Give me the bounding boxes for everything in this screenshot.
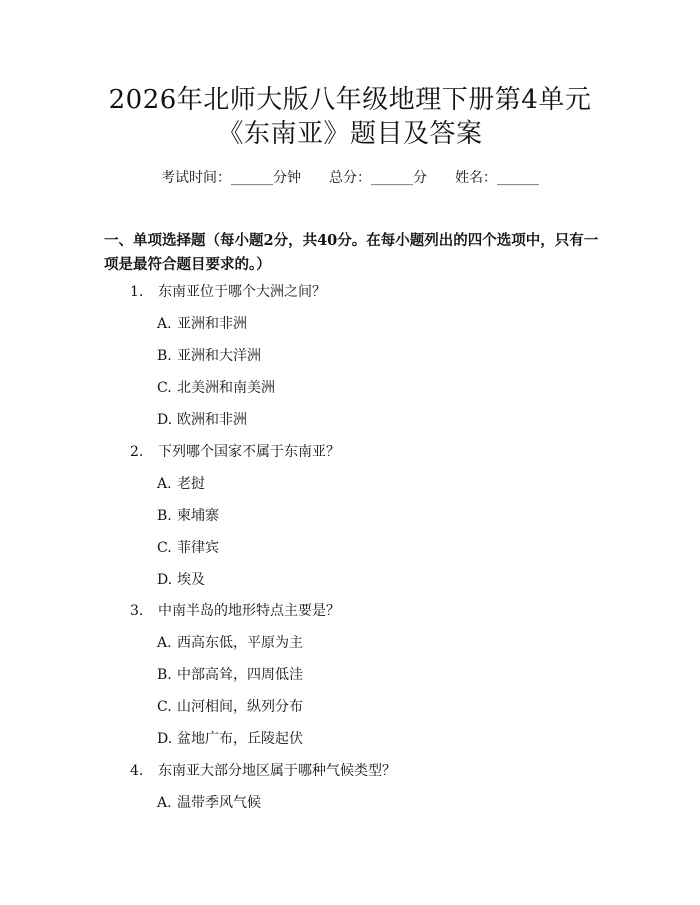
option-letter: C. bbox=[157, 540, 172, 556]
option-letter: A. bbox=[157, 635, 172, 651]
option-4-a bbox=[157, 793, 261, 813]
question-text: 东南亚位于哪个大洲之间？ bbox=[158, 284, 326, 300]
option-text: 盆地广布，丘陵起伏 bbox=[177, 731, 303, 747]
name-blank: ______ bbox=[497, 170, 539, 186]
option-letter: B. bbox=[157, 667, 172, 683]
option-2-b bbox=[157, 506, 219, 526]
option-1-b bbox=[157, 346, 261, 366]
option-letter: B. bbox=[157, 508, 172, 524]
option-letter: C. bbox=[157, 380, 172, 396]
option-text: 欧洲和非洲 bbox=[177, 412, 247, 428]
section-heading: 一、单项选择题（每小题2分，共40分。在每小题列出的四个选项中，只有一项是最符合题目要求的。） bbox=[104, 232, 599, 273]
question-number: 3. bbox=[130, 603, 144, 619]
question-text: 中南半岛的地形特点主要是？ bbox=[158, 603, 340, 619]
option-letter: B. bbox=[157, 348, 172, 364]
exam-info-line bbox=[0, 168, 700, 188]
option-text: 中部高耸，四周低洼 bbox=[177, 667, 303, 683]
option-text: 亚洲和大洋洲 bbox=[177, 348, 261, 364]
question-1 bbox=[130, 282, 326, 302]
option-2-a bbox=[157, 474, 205, 494]
question-number: 1. bbox=[130, 284, 144, 300]
option-letter: D. bbox=[157, 731, 173, 747]
question-4 bbox=[130, 761, 396, 781]
option-3-d bbox=[157, 729, 303, 749]
question-2 bbox=[130, 442, 340, 462]
option-letter: A. bbox=[157, 316, 172, 332]
option-3-c bbox=[157, 697, 303, 717]
option-letter: C. bbox=[157, 699, 172, 715]
option-letter: D. bbox=[157, 572, 173, 588]
option-text: 北美洲和南美洲 bbox=[177, 380, 275, 396]
total-score-label: 总分： bbox=[329, 170, 371, 186]
option-1-d bbox=[157, 410, 247, 430]
option-text: 山河相间，纵列分布 bbox=[177, 699, 303, 715]
option-text: 老挝 bbox=[177, 476, 205, 492]
option-3-b bbox=[157, 665, 303, 685]
question-text: 下列哪个国家不属于东南亚？ bbox=[158, 444, 340, 460]
option-text: 亚洲和非洲 bbox=[177, 316, 247, 332]
option-1-a bbox=[157, 314, 247, 334]
option-3-a bbox=[157, 633, 303, 653]
question-number: 2. bbox=[130, 444, 144, 460]
question-number: 4. bbox=[130, 763, 144, 779]
option-2-c bbox=[157, 538, 219, 558]
option-text: 西高东低，平原为主 bbox=[177, 635, 303, 651]
question-3 bbox=[130, 601, 340, 621]
option-text: 柬埔寨 bbox=[177, 508, 219, 524]
option-letter: D. bbox=[157, 412, 173, 428]
name-label: 姓名： bbox=[455, 170, 497, 186]
option-letter: A. bbox=[157, 476, 172, 492]
option-letter: A. bbox=[157, 795, 172, 811]
question-text: 东南亚大部分地区属于哪种气候类型？ bbox=[158, 763, 396, 779]
option-2-d bbox=[157, 570, 205, 590]
exam-time-label: 考试时间： bbox=[161, 170, 231, 186]
option-text: 温带季风气候 bbox=[177, 795, 261, 811]
total-score-blank: ______分 bbox=[371, 170, 427, 186]
exam-time-blank: ______分钟 bbox=[231, 170, 301, 186]
option-1-c bbox=[157, 378, 275, 398]
option-text: 菲律宾 bbox=[177, 540, 219, 556]
page-title-line-2: 《东南亚》题目及答案 bbox=[217, 119, 483, 149]
page-title-line-1: 2026年北师大版八年级地理下册第4单元 bbox=[108, 85, 592, 115]
option-text: 埃及 bbox=[177, 572, 205, 588]
